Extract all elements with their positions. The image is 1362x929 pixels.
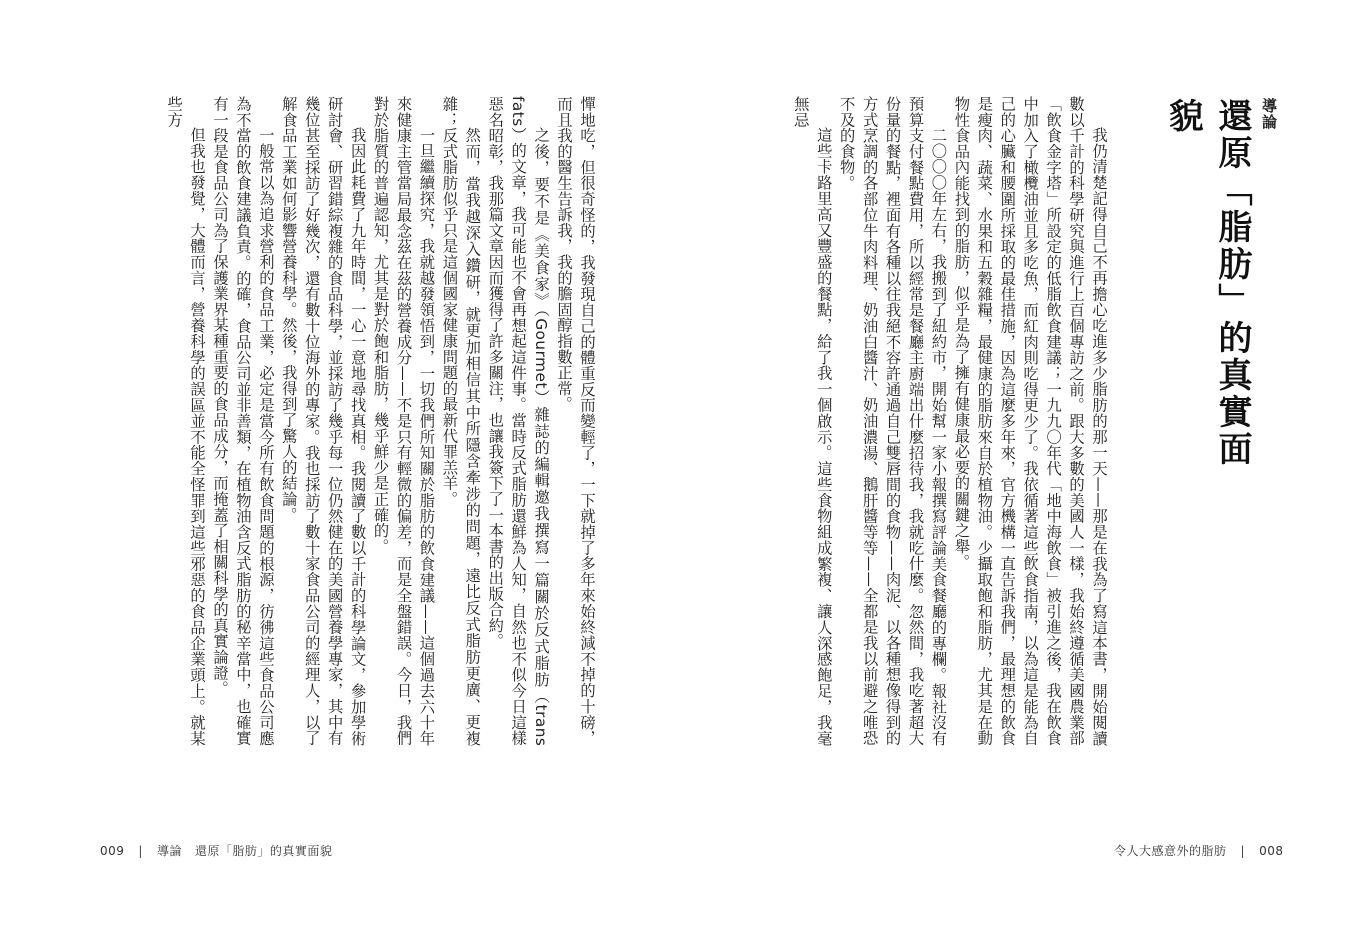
left-page-footer <box>100 842 332 859</box>
chapter-heading <box>1163 98 1280 478</box>
paragraph: 然而，當我越深入鑽研，就更加相信其中所隱含牽涉的問題，遠比反式脂肪更廣、更複雜；反式脂肪似乎只是這個國家健康問題的最新代罪羔羊。 <box>440 96 482 746</box>
footer-title: 令人大感意外的脂肪 <box>1114 844 1227 858</box>
paragraph: 二〇〇〇年左右，我搬到了紐約市，開始幫一家小報撰寫評論美食餐廳的專欄。報社沒有預算支付餐點費用，所以經常是餐廳主廚端出什麼招待我，我就吃什麼。忽然間，我吃著超大份量的餐點，裡面有各種以往我絕不容許通過自己雙唇間的食物——肉泥、以各種想像得到的方式烹調的各部位牛肉料理、奶油白醬汁、奶油濃湯、鵝肝醬等等——全都是我以前避之唯恐不及的食物。 <box>837 96 948 746</box>
paragraph: 之後，要不是《美食家》（Gourmet）雜誌的編輯邀我撰寫一篇關於反式脂肪（trans fats）的文章，我可能也不會再想起這件事。當時反式脂肪還鮮為人知，自然也不似今日這樣惡名昭彰，我那篇文章因而獲得了許多關注，也讓我簽下了一本書的出版合約。 <box>486 96 551 746</box>
footer-separator: | <box>138 844 143 858</box>
paragraph: 一旦繼續探究，我就越發領悟到，一切我們所知關於脂肪的飲食建議——這個過去六十年來健康主管當局最念茲在茲的營養成分——不是只有輕微的偏差，而是全盤錯誤。今日，我們對於脂質的普遍認知，尤其是對於飽和脂肪，幾乎鮮少是正確的。 <box>371 96 436 746</box>
footer-section: 導論 <box>156 844 182 858</box>
paragraph: 我仍清楚記得自己不再擔心吃進多少脂肪的那一天——那是在我為了寫這本書，開始閱讀數以千計的科學研究與進行上百個專訪之前。跟大多數的美國人一樣，我始終遵循美國農業部「飲食金字塔」所設定的低脂飲食建議；一九九〇年代「地中海飲食」被引進之後，我在飲食中加入了橄欖油並且多吃魚，而紅肉則吃得更少了。我依循著這些飲食指南，以為這是能為自己的心臟和腰圍所採取的最佳措施，因為這麼多年來，官方機構一直告訴我們，最理想的飲食是瘦肉、蔬菜、水果和五穀雜糧，最健康的脂肪來自於植物油。少攝取飽和脂肪，尤其是在動物性食品內能找到的脂肪，似乎是為了擁有健康最必要的關鍵之舉。 <box>952 96 1108 746</box>
paragraph: 憚地吃，但很奇怪的，我發現自己的體重反而變輕了，一下就掉了多年來始終減不掉的十磅，而且我的醫生告訴我，我的膽固醇指數正常。 <box>555 96 596 746</box>
paragraph: 這些卡路里高又豐盛的餐點，給了我一個啟示。這些食物組成繁複、讓人深感飽足，我毫無忌 <box>791 96 833 746</box>
page-number: 008 <box>1259 844 1284 858</box>
footer-separator: | <box>1240 844 1246 858</box>
page-number: 009 <box>100 844 125 858</box>
right-page-footer <box>1114 842 1283 859</box>
chapter-title: 還原「脂肪」的真實面貌 <box>1163 98 1252 468</box>
right-page-body <box>772 96 1110 746</box>
footer-title: 還原「脂肪」的真實面貌 <box>194 844 333 858</box>
paragraph: 我因此耗費了九年時間，一心一意地尋找真相。我閱讀了數以千計的科學論文，參加學術研討會、研習錯綜複雜的食品科學，並採訪了幾乎每一位仍然健在的美國營養學專家，其中有幾位甚至採訪了好幾次，還有數十位海外的專家。我也採訪了數十家食品公司的經理人，以了解食品工業如何影響營養科學。然後，我得到了驚人的結論。 <box>279 96 367 746</box>
paragraph: 但我也發覺，大體而言，營養科學的誤區並不能全怪罪到這些邪惡的食品企業頭上。就某些方 <box>165 96 207 746</box>
chapter-kicker: 導論 <box>1260 98 1278 130</box>
paragraph: 一般常以為追求營利的食品工業，必定是當今所有飲食問題的根源，彷彿這些食品公司應為不當的飲食建議負責。的確，食品公司並非善類，在植物油含反式脂肪的秘辛當中，也確實有一段是食品公司為了保護業界某種重要的食品成分，而掩蓋了相關科學的真實論證。 <box>211 96 275 746</box>
left-page-body <box>120 96 598 746</box>
